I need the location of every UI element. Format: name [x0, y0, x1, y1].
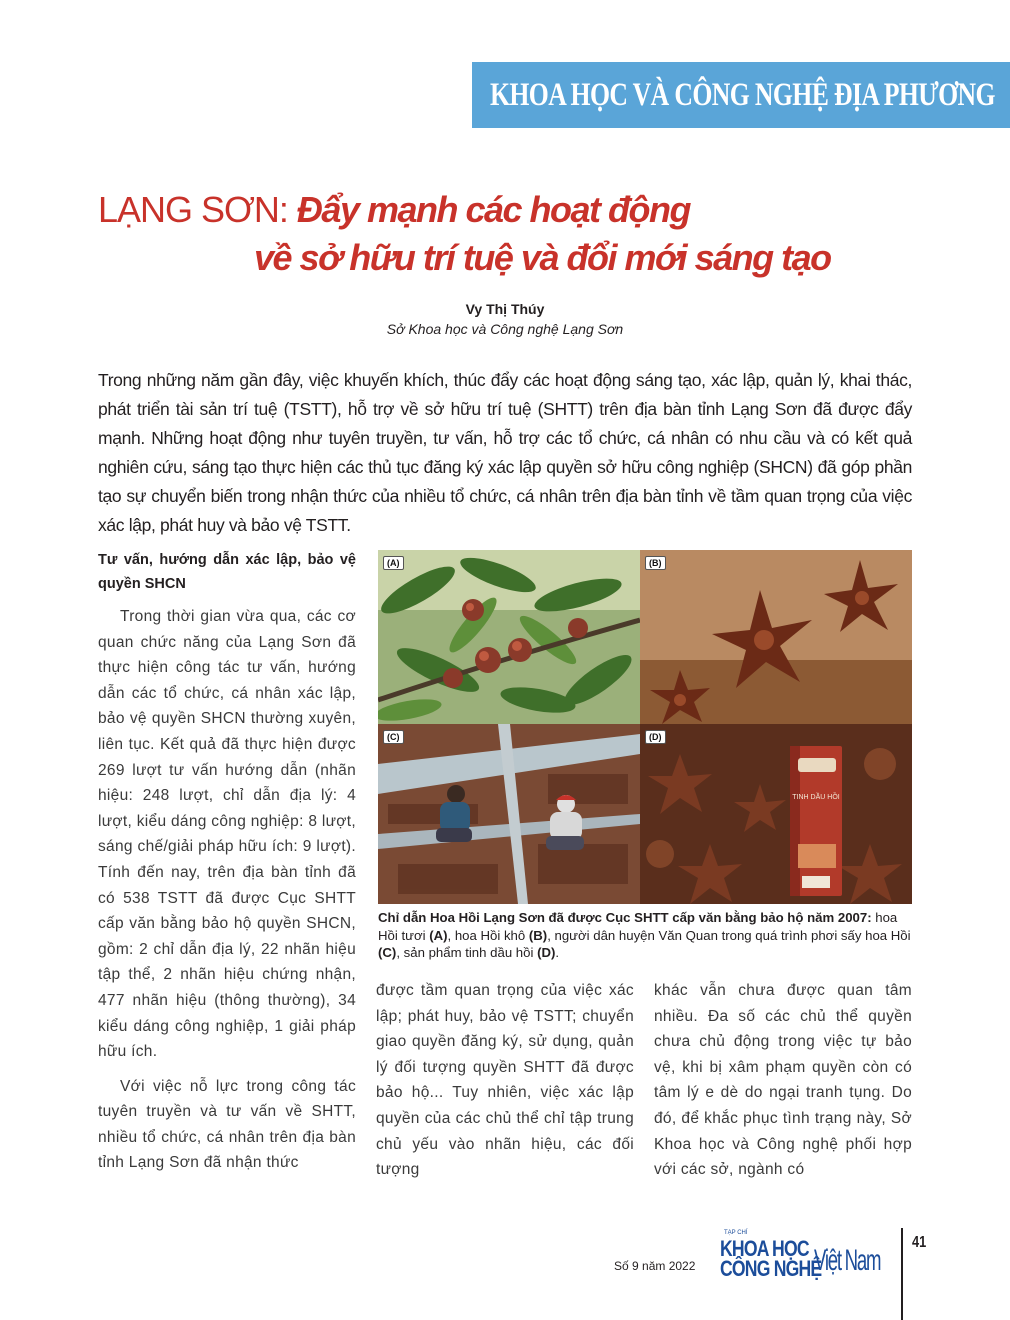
caption-text: hoa Hồi tươi: [378, 910, 898, 943]
column-3: [654, 978, 912, 1183]
column-1: [98, 548, 356, 1176]
photo-fresh-anise: [378, 550, 640, 724]
photo-drying-anise: [378, 724, 640, 904]
lead-paragraph: Trong những năm gần đây, việc khuyến khích, thúc đẩy các hoạt động sáng tạo, xác lập, quản lý, khai thác, phát triển tài sản trí tuệ (TSTT), hỗ trợ về sở hữu trí tuệ (SHTT) trên địa bàn tỉnh Lạng Sơn đã được đẩy mạnh. Những hoạt động như tuyên truyền, tư vấn, hỗ trợ các tổ chức, cá nhân có nhu cầu và có kết quả nghiên cứu, sáng tạo thực hiện các thủ tục đăng ký xác lập quyền sở hữu công nghiệp (SHCN) đã góp phần tạo sự chuyển biến trong nhận thức của nhiều tổ chức, cá nhân trên địa bàn tỉnh về tầm quan trọng của việc xác lập, phát huy và bảo vệ TSTT.: [98, 370, 912, 535]
magazine-logo: [718, 1228, 888, 1284]
photo-dried-anise: [640, 550, 912, 724]
body-paragraph: Trong thời gian vừa qua, các cơ quan chức năng của Lạng Sơn đã thực hiện công tác tư vấn, hướng dẫn các tổ chức, cá nhân xác lập, bảo vệ quyền SHCN thường xuyên, liên tục. Kết quả đã thực hiện được 269 lượt tư vấn hướng dẫn (nhãn hiệu: 248 lượt, chỉ dẫn địa lý: 4 lượt, kiểu dáng công nghiệp: 8 lượt, sáng chế/giải pháp hữu ích: 9 lượt). Tính đến nay, trên địa bàn tỉnh đã có 538 TSTT đã được Cục SHTT cấp văn bằng bảo hộ quyền SHCN, gồm: 2 chỉ dẫn địa lý, 22 nhãn hiệu tập thể, 2 nhãn hiệu chứng nhận, 477 nhãn hiệu (thông thường), 34 kiểu dáng công nghiệp, 1 giải pháp hữu ích.: [98, 608, 356, 1061]
section-title: KHOA HỌC VÀ CÔNG NGHỆ ĐỊA PHƯƠNG: [490, 76, 995, 113]
caption-ref: (A): [429, 927, 448, 943]
figure-caption: [378, 909, 918, 962]
section-subheading: Tư vấn, hướng dẫn xác lập, bảo vệ quyền SHCN: [98, 552, 356, 592]
caption-ref: (B): [528, 927, 548, 943]
body-paragraph: khác vẫn chưa được quan tâm nhiều. Đa số các chủ thể quyền chưa chủ động trong việc tự bảo vệ, khi bị xâm phạm quyền còn có tâm lý e dè do ngại tranh tụng. Do đó, để khắc phục tình trạng này, Sở Khoa học và Công nghệ phối hợp với các sở, ngành có: [654, 982, 912, 1179]
logo-country: Việt Nam: [814, 1244, 881, 1277]
author-affiliation: Sở Khoa học và Công nghệ Lạng Sơn: [386, 321, 624, 337]
photo-grid: [378, 550, 912, 904]
footer-divider: [901, 1228, 903, 1320]
photo-label-b: (B): [645, 556, 666, 570]
page-number: 41: [912, 1234, 927, 1251]
caption-ref: (D): [537, 945, 556, 960]
column-2: [376, 978, 634, 1183]
caption-lead: Chỉ dẫn Hoa Hồi Lạng Sơn đã được Cục SHTT cấp văn bằng bảo hộ năm 2007:: [378, 910, 872, 925]
photo-oil-product: [640, 724, 912, 904]
caption-text: , sản phẩm tinh dầu hồi: [396, 945, 538, 960]
title-line2: về sở hữu trí tuệ và đổi mới sáng tạo: [254, 237, 831, 278]
photo-label-a: (A): [383, 556, 404, 570]
product-label: TINH DẦU HỒI: [792, 794, 840, 801]
caption-text: , người dân huyện Văn Quan trong quá trình phơi sấy hoa Hồi: [547, 927, 911, 943]
photo-label-c: (C): [383, 730, 404, 744]
section-banner: [472, 62, 1010, 128]
article-title: [98, 186, 898, 282]
issue-info: Số 9 năm 2022: [614, 1259, 696, 1273]
logo-small: TẠP CHÍ: [724, 1230, 748, 1236]
body-paragraph: Với việc nỗ lực trong công tác tuyên truyền và tư vấn về SHTT, nhiều tổ chức, cá nhân trên địa bàn tỉnh Lạng Sơn đã nhận thức: [98, 1077, 356, 1172]
title-line1: Đẩy mạnh các hoạt động: [296, 189, 690, 230]
caption-ref: (C): [378, 945, 397, 960]
author-name: Vy Thị Thúy: [465, 301, 545, 317]
title-prefix: LẠNG SƠN:: [98, 189, 297, 230]
caption-text: , hoa Hồi khô: [447, 927, 529, 943]
logo-line1: KHOA HỌC: [720, 1236, 809, 1261]
photo-label-d: (D): [645, 730, 666, 744]
caption-text: .: [555, 945, 560, 960]
body-paragraph: được tầm quan trọng của việc xác lập; phát huy, bảo vệ TSTT; chuyển giao quyền đăng ký, sử dụng, quản lý đối tượng quyền SHTT đã được bảo hộ... Tuy nhiên, việc xác lập quyền của các chủ thể chỉ tập trung chủ yếu vào nhãn hiệu, các đối tượng: [376, 982, 634, 1179]
logo-line2: CÔNG NGHỆ: [720, 1256, 822, 1281]
